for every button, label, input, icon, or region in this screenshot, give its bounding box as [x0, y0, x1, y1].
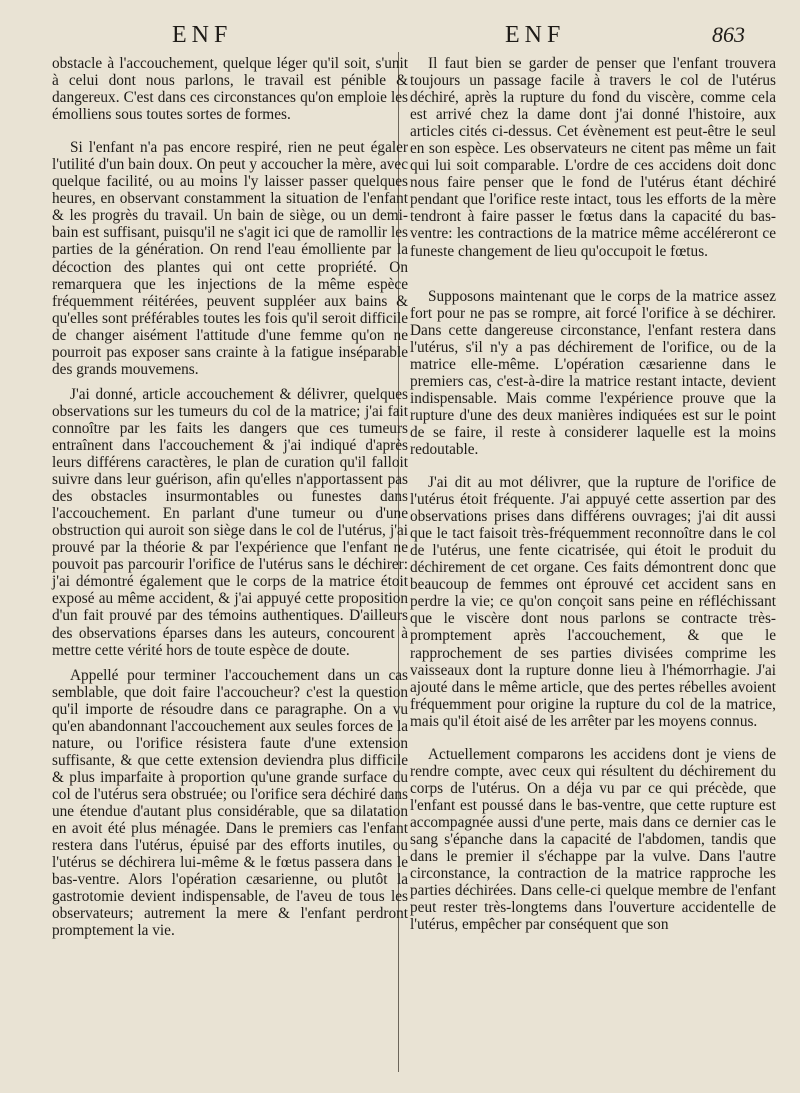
paragraph: Il faut bien se garder de penser que l'enfant trouvera toujours un passage facile à travers le col de l'utérus déchiré, après la rupture du fond du viscère, comme cela est arrivé chez la dame dont j'ai donné l'histoire, aux articles cités ci-dessus. Cet évènement est peut-être le seul en son espèce. Les observateurs ne citent pas même un fait qui lui soit comparable. L'ordre de ces accidens doit donc nous faire penser que le fond de l'utérus étant déchiré pendant que l'orifice reste intact, tous les efforts de la mère tendront à faire passer le fœtus dans la capacité du bas-ventre: les contractions de la matrice même accéléreront ce funeste changement de lieu qu'occupoit le fœtus. — [410, 55, 776, 260]
paragraph: Appellé pour terminer l'accouchement dans un cas semblable, que doit faire l'accoucheur? c'est la question qu'il importe de résoudre dans ce paragraphe. On a vu qu'en abandonnant l'accouchement aux seules forces de la nature, ou l'orifice résistera faute d'une extension suffisante, & que cette extension deviendra plus difficile & plus imparfaite à proportion qu'une grande surface du col de l'utérus sera obstruée; ou l'orifice sera déchiré dans une étendue d'autant plus considérable, que sa dilatation en avoit été plus ménagée. Dans le premiers cas l'enfant restera dans l'utérus, épuisé par des efforts inutiles, ou l'utérus se déchirera lui-même & le fœtus passera dans le bas-ventre. Alors l'opération cæsarienne, ou plutôt la gastrotomie devient indispensable, de l'aveu de tous les observateurs; autrement la mere & l'enfant perdront promptement la vie. — [52, 666, 408, 940]
running-head-right: ENF — [505, 22, 566, 48]
left-column — [52, 55, 408, 939]
paragraph: Supposons maintenant que le corps de la matrice assez fort pour ne pas se rompre, ait forcé l'orifice à se déchirer. Dans cette dangereuse circonstance, l'enfant restera dans l'utérus, s'il n'y a pas déchirement de l'orifice, ou de la matrice elle-même. L'opération cæsarienne dans le premiers cas, c'est-à-dire la matrice restant intacte, devient indispensable. Mais comme l'expérience prouve que la rupture d'une des deux manières indiquées est sur le point de se faire, il reste à considerer laquelle est la moins redoutable. — [410, 287, 776, 458]
paragraph: Si l'enfant n'a pas encore respiré, rien ne peut égaler l'utilité d'un bain doux. On peut y accoucher la mère, avec quelque facilité, ou au moins l'y laisser passer quelques heures, en observant constamment la situation de l'enfant & les progrès du travail. Un bain de siège, ou un demi-bain est suffisant, puisqu'il ne s'agit ici que de ramollir les parties de la génération. On rend l'eau émolliente par la décoction des plantes qui ont cette propriété. On remarquera que les injections de la même espèce fréquemment réitérées, peuvent suppléer aux bains & qu'elles sont préférables toutes les fois qu'il seroit difficile de changer aisément l'attitude d'une femme qu'on ne pourroit pas exposer sans crainte à la fatigue inséparable des grands mouvemens. — [52, 139, 408, 378]
paragraph: J'ai donné, article accouchement & délivrer, quelques observations sur les tumeurs du col de la matrice; j'ai fait connoître par les faits les dangers que ces tumeurs entraînent dans l'accouchement & j'ai indiqué d'après leurs différens caractères, le plan de curation qu'il falloit suivre dans leur guérison, afin qu'elles n'apportassent pas des obstacles insurmontables ou funestes dans l'accouchement. En parlant d'une tumeur ou d'une obstruction qui auroit son siège dans le col de l'utérus, j'ai prouvé par la théorie & par l'expérience que l'enfant ne pouvoit pas parcourir l'orifice de l'utérus sans le déchirer: j'ai démontré également que le corps de la matrice étoit exposé au même accident, & j'ai appuyé cette proposition d'un fait prouvé par des témoins authentiques. D'ailleurs des observations éparses dans les auteurs, concourent à mettre cette vérité hors de toute espèce de doute. — [52, 385, 408, 659]
paragraph: Actuellement comparons les accidens dont je viens de rendre compte, avec ceux qui résultent du déchirement du corps de l'utérus. On a déja vu par ce qui précède, que l'enfant est poussé dans le bas-ventre, que cette rupture est accompagnée aussi d'une perte, mais dans ce dernier cas le sang s'épanche dans la capacité de l'abdomen, tandis que dans le premier il s'échappe par la vulve. Dans l'autre circonstance, la contraction de la matrice rapproche les parties déchirées. Dans celle-ci quelque membre de l'enfant peut rester très-longtems dans l'ouverture accidentelle de l'utérus, empêcher par conséquent que son — [410, 745, 776, 934]
running-head-left: ENF — [172, 22, 233, 48]
paragraph: obstacle à l'accouchement, quelque léger qu'il soit, s'unit à celui dont nous parlons, le travail est pénible & dangereux. C'est dans ces circonstances qu'on emploie les émolliens sous toutes sortes de formes. — [52, 55, 408, 124]
paragraph: J'ai dit au mot délivrer, que la rupture de l'orifice de l'utérus étoit fréquente. J'ai appuyé cette assertion par des observations prises dans différens ouvrages; j'ai dit aussi que le tact faisoit très-fréquemment reconnoître dans le col de l'utérus, une fente cicatrisée, qui étoit le produit du déchirement de cet organe. Ces faits démontrent donc que beaucoup de femmes ont éprouvé cet accident sans en perdre la vie; ce qu'on conçoit sans peine en réfléchissant que le viscère dont nous parlons se contracte très-promptement après l'accouchement, & que le rapprochement de ses parties divisées comprime les vaisseaux dont la rupture donne lieu à l'hémorrhagie. J'ai ajouté dans le même article, que des pertes rébelles avoient fréquemment pour origine la rupture du col de la matrice, mais qu'il étoit aisé de les arrêter par les moyens connus. — [410, 474, 776, 730]
page-number: 863 — [712, 22, 745, 47]
right-column — [410, 55, 776, 933]
